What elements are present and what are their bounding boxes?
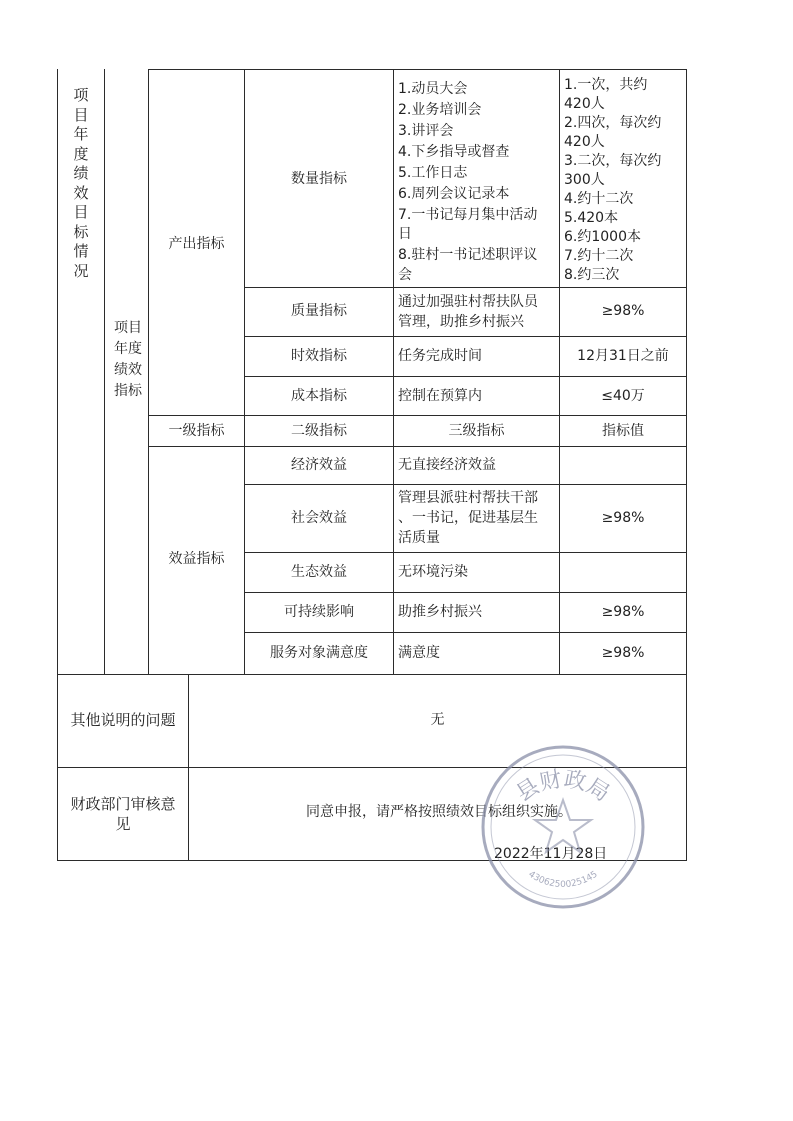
- finance-review-opinion: 同意申报，请严格按照绩效目标组织实施。: [306, 804, 572, 820]
- quantity-level2: 数量指标: [291, 171, 347, 187]
- benefit-level3: 满意度: [398, 645, 440, 661]
- official-seal: [478, 742, 648, 912]
- benefit-value: ≥98%: [601, 604, 645, 620]
- header-level3: 三级指标: [448, 423, 505, 439]
- benefit-level2: 服务对象满意度: [270, 645, 368, 661]
- quantity-item: 2.业务培训会: [398, 102, 482, 118]
- quality-level2: 质量指标: [291, 303, 347, 319]
- timeliness-level2: 时效指标: [291, 348, 347, 364]
- benefit-value: ≥98%: [601, 645, 645, 661]
- quantity-item: 5.工作日志: [398, 165, 468, 181]
- benefit-level3: 无直接经济效益: [398, 457, 496, 473]
- quantity-item: 会: [398, 267, 412, 283]
- quantity-value: 300人: [564, 172, 605, 188]
- cost-level2: 成本指标: [291, 388, 347, 404]
- benefit-level3: 活质量: [398, 530, 440, 546]
- quantity-item: 6.周列会议记录本: [398, 186, 510, 202]
- benefit-value: ≥98%: [601, 510, 645, 526]
- quantity-item: 7.一书记每月集中活动: [398, 207, 538, 223]
- quantity-value: 2.四次，每次约: [564, 115, 662, 131]
- quantity-value: 420人: [564, 134, 605, 150]
- timeliness-value: 12月31日之前: [577, 348, 669, 364]
- finance-review-label: 见: [115, 815, 131, 833]
- quality-value: ≥98%: [601, 303, 645, 319]
- seal-inner-ring: [491, 755, 635, 899]
- header-value: 指标值: [602, 423, 644, 439]
- cost-level3: 控制在预算内: [398, 388, 482, 404]
- benefit-level2: 社会效益: [291, 510, 347, 526]
- quantity-value: 4.约十二次: [564, 191, 634, 207]
- indicator-group-label: 项目年度绩效指标: [114, 320, 142, 399]
- benefit-level2: 经济效益: [291, 457, 347, 473]
- quantity-value: 7.约十二次: [564, 248, 634, 264]
- seal-code: 4306250025145: [526, 869, 600, 890]
- quality-level3: 通过加强驻村帮扶队员: [398, 294, 538, 310]
- quantity-value: 6.约1000本: [564, 229, 641, 245]
- benefit-level3: 、一书记，促进基层生: [398, 510, 538, 526]
- quality-level3: 管理，助推乡村振兴: [398, 314, 524, 330]
- quantity-value: 3.二次，每次约: [564, 153, 662, 169]
- other-issues-label: 其他说明的问题: [70, 711, 176, 729]
- seal-star-icon: [535, 800, 591, 852]
- header-level2: 二级指标: [291, 423, 347, 439]
- benefit-level3: 无环境污染: [398, 564, 468, 580]
- timeliness-level3: 任务完成时间: [398, 348, 482, 364]
- quantity-item: 4.下乡指导或督查: [398, 144, 510, 160]
- quantity-item: 8.驻村一书记述职评议: [398, 247, 538, 263]
- benefit-level3: 管理县派驻村帮扶干部: [398, 490, 538, 506]
- quantity-value: 420人: [564, 96, 605, 112]
- quantity-item: 日: [398, 226, 412, 242]
- finance-review-label: 财政部门审核意: [70, 795, 176, 813]
- finance-review-date: 2022年11月28日: [494, 846, 608, 862]
- cost-value: ≤40万: [601, 388, 645, 404]
- header-level1: 一级指标: [168, 423, 225, 439]
- benefit-level2: 生态效益: [291, 564, 347, 580]
- benefit-level3: 助推乡村振兴: [398, 604, 482, 620]
- output-level1: 产出指标: [168, 236, 225, 252]
- seal-text: 县财政局: [512, 767, 614, 807]
- quantity-value: 8.约三次: [564, 267, 620, 283]
- annual-goal-label: 项目年度绩效目标情况: [73, 86, 89, 280]
- quantity-value: 1.一次，共约: [564, 77, 648, 93]
- benefit-level2: 可持续影响: [284, 604, 354, 620]
- quantity-item: 3.讲评会: [398, 123, 454, 139]
- other-issues-value: 无: [430, 712, 445, 728]
- quantity-item: 1.动员大会: [398, 81, 468, 97]
- benefit-level1: 效益指标: [168, 551, 225, 567]
- quantity-value: 5.420本: [564, 210, 619, 226]
